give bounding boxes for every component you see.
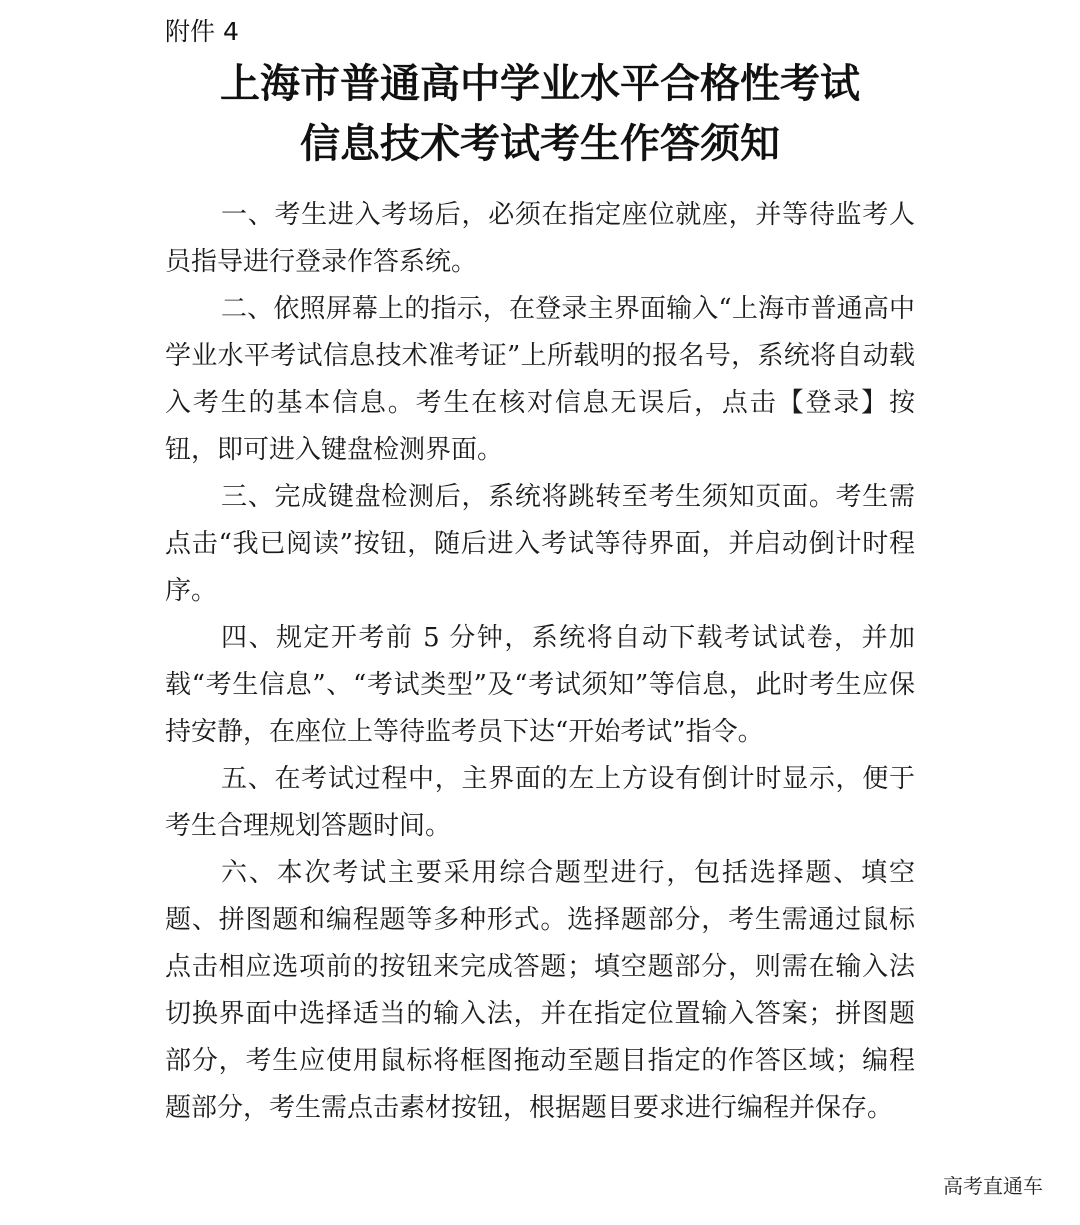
paragraph-3: 三、完成键盘检测后，系统将跳转至考生须知页面。考生需点击“我已阅读”按钮，随后进入考试等待界面，并启动倒计时程序。 — [165, 482, 915, 606]
document-title-line-2: 信息技术考试考生作答须知 — [300, 120, 780, 167]
source-watermark: 高考直通车 — [943, 1174, 1043, 1198]
paragraph-2: 二、依照屏幕上的指示，在登录主界面输入“上海市普通高中学业水平考试信息技术准考证”上所载明的报名号，系统将自动载入考生的基本信息。考生在核对信息无误后，点击【登录】按钮，即可进入键盘检测界面。 — [165, 294, 915, 465]
document-title-line-1: 上海市普通高中学业水平合格性考试 — [220, 60, 860, 107]
paragraph-4: 四、规定开考前 5 分钟，系统将自动下载考试试卷，并加载“考生信息”、“考试类型”及“考试须知”等信息，此时考生应保持安静，在座位上等待监考员下达“开始考试”指令。 — [165, 623, 915, 747]
document-body — [165, 192, 915, 1132]
paragraph-5: 五、在考试过程中，主界面的左上方设有倒计时显示，便于考生合理规划答题时间。 — [165, 764, 915, 841]
paragraph-6: 六、本次考试主要采用综合题型进行，包括选择题、填空题、拼图题和编程题等多种形式。选择题部分，考生需通过鼠标点击相应选项前的按钮来完成答题；填空题部分，则需在输入法切换界面中选择适当的输入法，并在指定位置输入答案；拼图题部分，考生应使用鼠标将框图拖动至题目指定的作答区域；编程题部分，考生需点击素材按钮，根据题目要求进行编程并保存。 — [165, 858, 915, 1123]
attachment-label: 附件 4 — [165, 17, 239, 46]
paragraph-1: 一、考生进入考场后，必须在指定座位就座，并等待监考人员指导进行登录作答系统。 — [165, 200, 915, 277]
